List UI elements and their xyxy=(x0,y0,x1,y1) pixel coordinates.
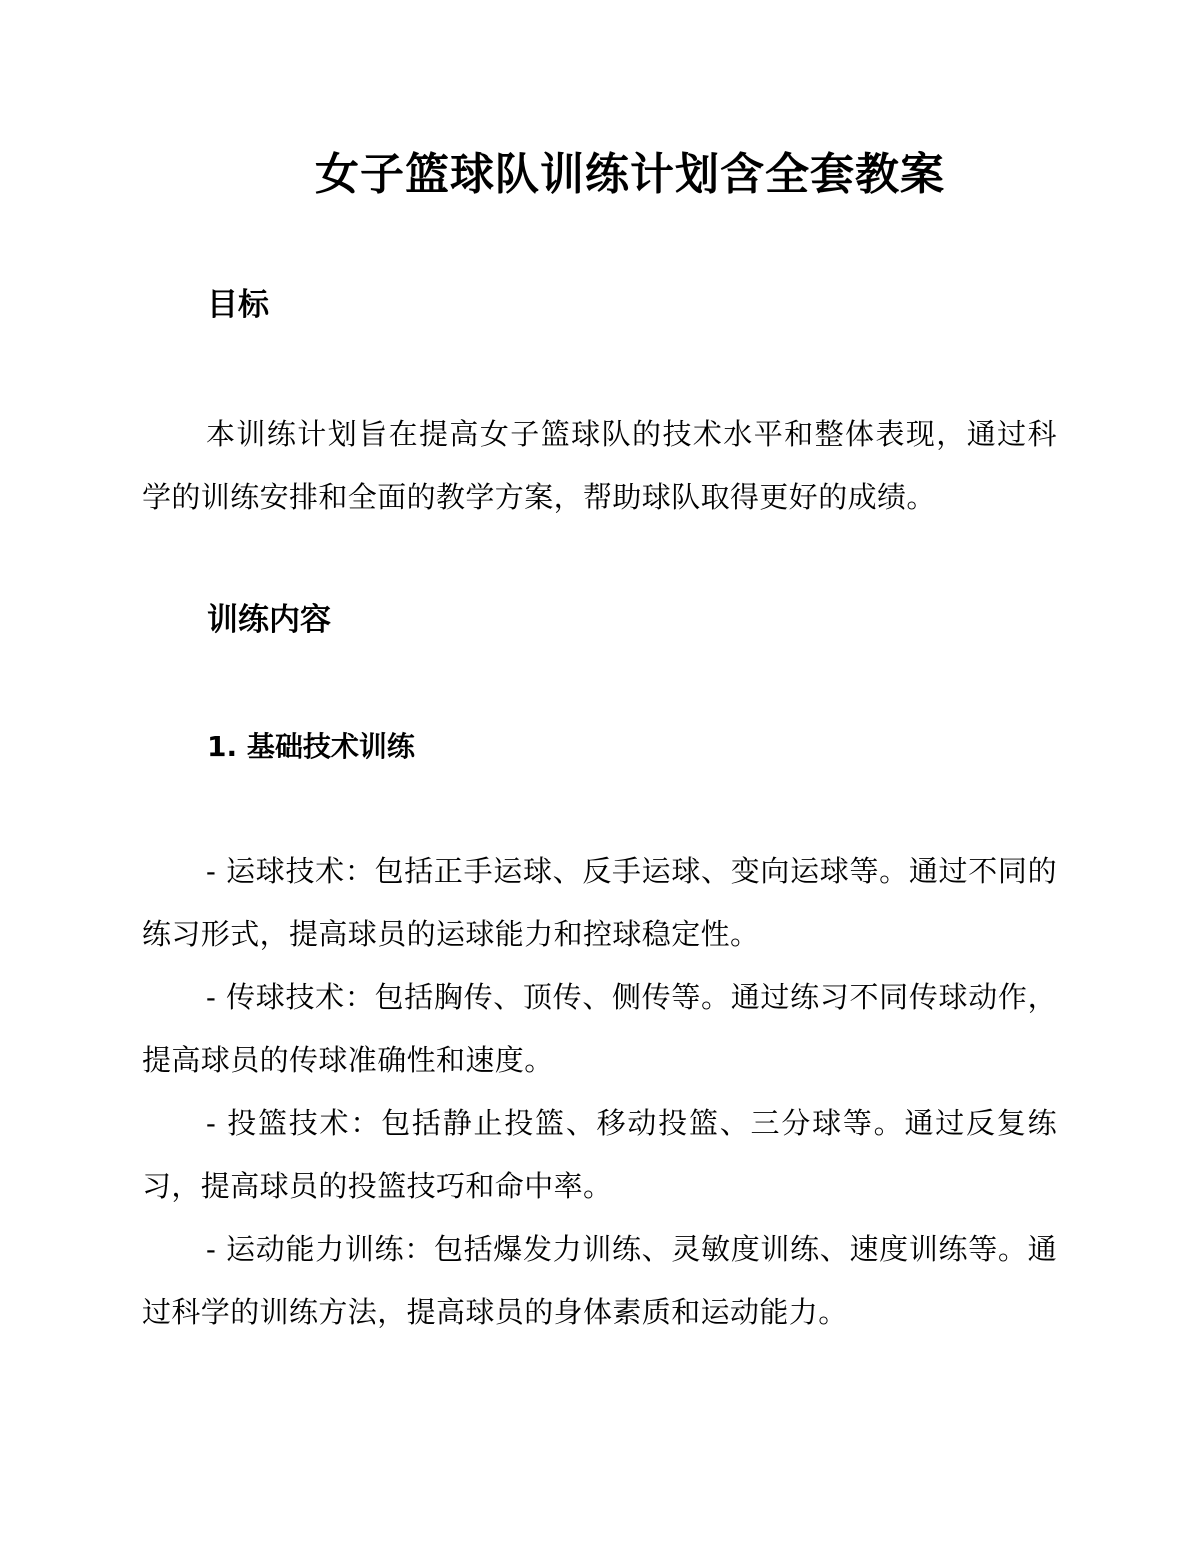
list-item-passing: - 传球技术：包括胸传、顶传、侧传等。通过练习不同传球动作，提高球员的传球准确性和速度。 xyxy=(142,980,1057,1077)
subsection-heading-basic-skills: 1. 基础技术训练 xyxy=(207,730,415,763)
section-heading-goal: 目标 xyxy=(207,287,269,323)
list-item-dribbling: - 运球技术：包括正手运球、反手运球、变向运球等。通过不同的练习形式，提高球员的运球能力和控球稳定性。 xyxy=(142,854,1057,951)
list-item-shooting: - 投篮技术：包括静止投篮、移动投篮、三分球等。通过反复练习，提高球员的投篮技巧和命中率。 xyxy=(142,1106,1057,1203)
list-item-athletic-training: - 运动能力训练：包括爆发力训练、灵敏度训练、速度训练等。通过科学的训练方法，提高球员的身体素质和运动能力。 xyxy=(142,1232,1057,1329)
section-heading-training-content: 训练内容 xyxy=(207,602,331,638)
goal-paragraph: 本训练计划旨在提高女子篮球队的技术水平和整体表现，通过科学的训练安排和全面的教学方案，帮助球队取得更好的成绩。 xyxy=(142,417,1057,514)
document-title: 女子篮球队训练计划含全套教案 xyxy=(315,149,945,200)
